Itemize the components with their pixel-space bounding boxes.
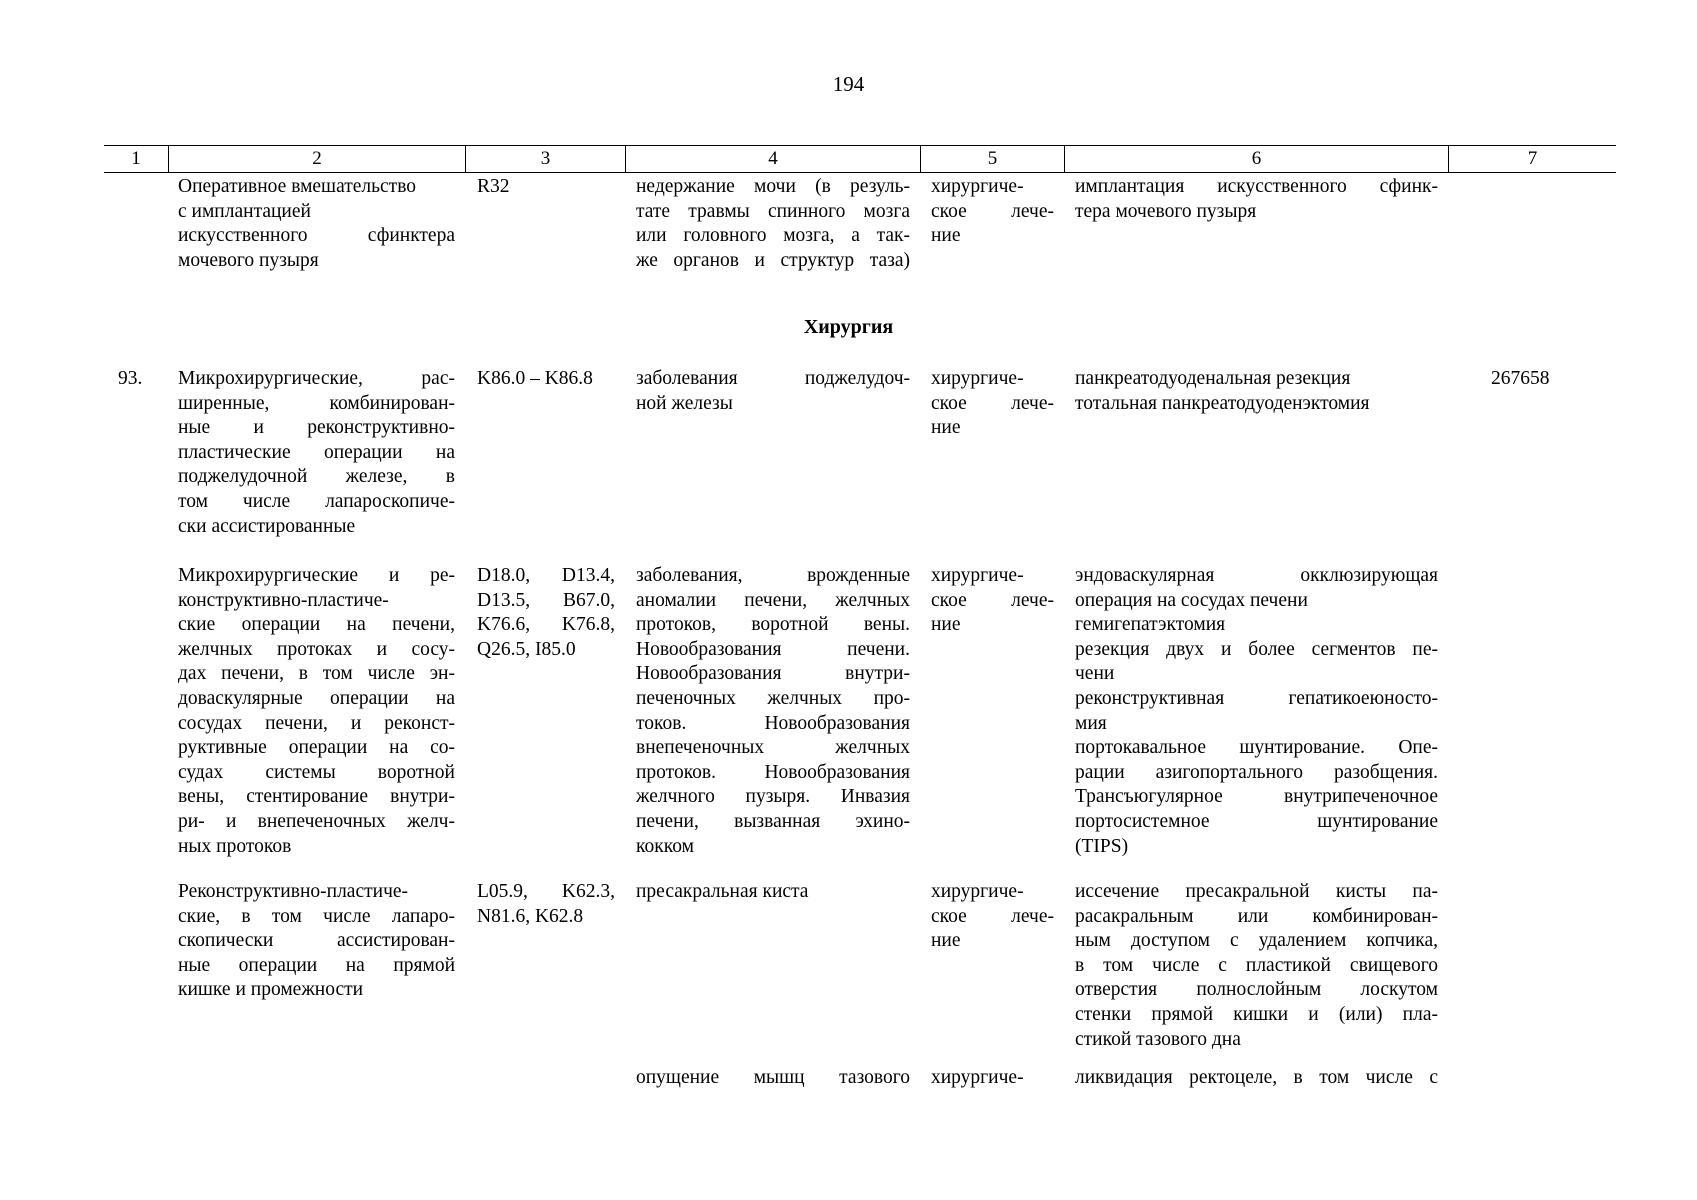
row-pelvic-condition: опущение мышц тазового xyxy=(636,1067,910,1088)
row-pelvic-method: ликвидация ректоцеле, в том числе с xyxy=(1075,1067,1438,1088)
col-header-5: 5 xyxy=(920,146,1064,172)
row-93-condition: заболевания поджелудоч- ной железы xyxy=(636,368,910,414)
section-title: Хирургия xyxy=(803,316,894,338)
row-rectal-name: Реконструктивно-пластиче- ские, в том числе лапаро- скопически ассистирован- ные операции на прямой кишке и промежности xyxy=(178,881,455,1001)
table-header xyxy=(104,145,1616,173)
col-header-3: 3 xyxy=(465,146,625,172)
col-header-1: 1 xyxy=(131,148,141,169)
col-header-7: 7 xyxy=(1448,146,1616,172)
col-header-4: 4 xyxy=(625,146,920,172)
row-93-name: Микрохирургические, рас- ширенные, комбинирован- ные и реконструктивно- пластические операции на поджелудочной железе, в том числе лапароскопиче- ски ассистированные xyxy=(178,368,455,537)
row-a-condition: недержание мочи (в резуль- тате травмы спинного мозга или головного мозга, а так- же органов и структур таза) xyxy=(636,176,910,271)
row-liver-method: эндоваскулярная окклюзирующая операция на сосудах печени гемигепатэктомия резекция двух и более сегментов пе- чени реконструктивная гепатикоеюносто- мия портокавальное шунтирование. Опе- рации азигопортального разобщения. Трансъюгулярное внутрипеченочное портосистемное шунтирование (TIPS) xyxy=(1075,565,1438,857)
row-rectal-codes: L05.9, K62.3, N81.6, K62.8 xyxy=(477,881,615,927)
row-a-name: Оперативное вмешательство с имплантацией искусственного сфинктера мочевого пузыря xyxy=(178,176,455,271)
page-number: 194 xyxy=(832,72,865,96)
row-liver-treatment: хирургиче- ское лече- ние xyxy=(931,565,1054,636)
row-93-treatment: хирургиче- ское лече- ние xyxy=(931,368,1054,439)
row-93-cost: 267658 xyxy=(1491,368,1550,389)
col-header-6: 6 xyxy=(1064,146,1448,172)
row-a-codes: R32 xyxy=(477,176,510,197)
row-93-codes: K86.0 – K86.8 xyxy=(477,368,593,389)
row-liver-name: Микрохирургические и ре- конструктивно-пластиче- ские операции на печени, желчных протоках и сосу- дах печени, в том числе эн- доваскулярные операции на сосудах печени, и реконст- руктивные операции на со- судах системы воротной вены, стентирование внутри- ри- и внепеченочных желч- ных протоков xyxy=(178,565,455,857)
row-93-number: 93. xyxy=(118,368,143,389)
row-liver-condition: заболевания, врожденные аномалии печени, желчных протоков, воротной вены. Новообразования печени. Новообразования внутри- печеночных желчных про- токов. Новообразования внепеченочных желчных протоков. Новообразования желчного пузыря. Инвазия печени, вызванная эхино- кокком xyxy=(636,565,910,857)
row-a-treatment: хирургиче- ское лече- ние xyxy=(931,176,1054,247)
row-pelvic-treatment: хирургиче- xyxy=(931,1067,1024,1088)
row-liver-codes: D18.0, D13.4, D13.5, B67.0, K76.6, K76.8, Q26.5, I85.0 xyxy=(477,565,615,660)
row-93-method: панкреатодуоденальная резекция тотальная панкреатодуоденэктомия xyxy=(1075,368,1370,414)
row-rectal-method: иссечение пресакральной кисты па- расакральным или комбинирован- ным доступом с удалением копчика, в том числе с пластикой свищевого отверстия полнослойным лоскутом стенки прямой кишки и (или) пла- стикой тазового дна xyxy=(1075,881,1438,1050)
row-rectal-treatment: хирургиче- ское лече- ние xyxy=(931,881,1054,952)
row-a-method: имплантация искусственного сфинк- тера мочевого пузыря xyxy=(1075,176,1438,222)
col-header-2: 2 xyxy=(168,146,465,172)
row-rectal-condition: пресакральная киста xyxy=(636,881,809,902)
